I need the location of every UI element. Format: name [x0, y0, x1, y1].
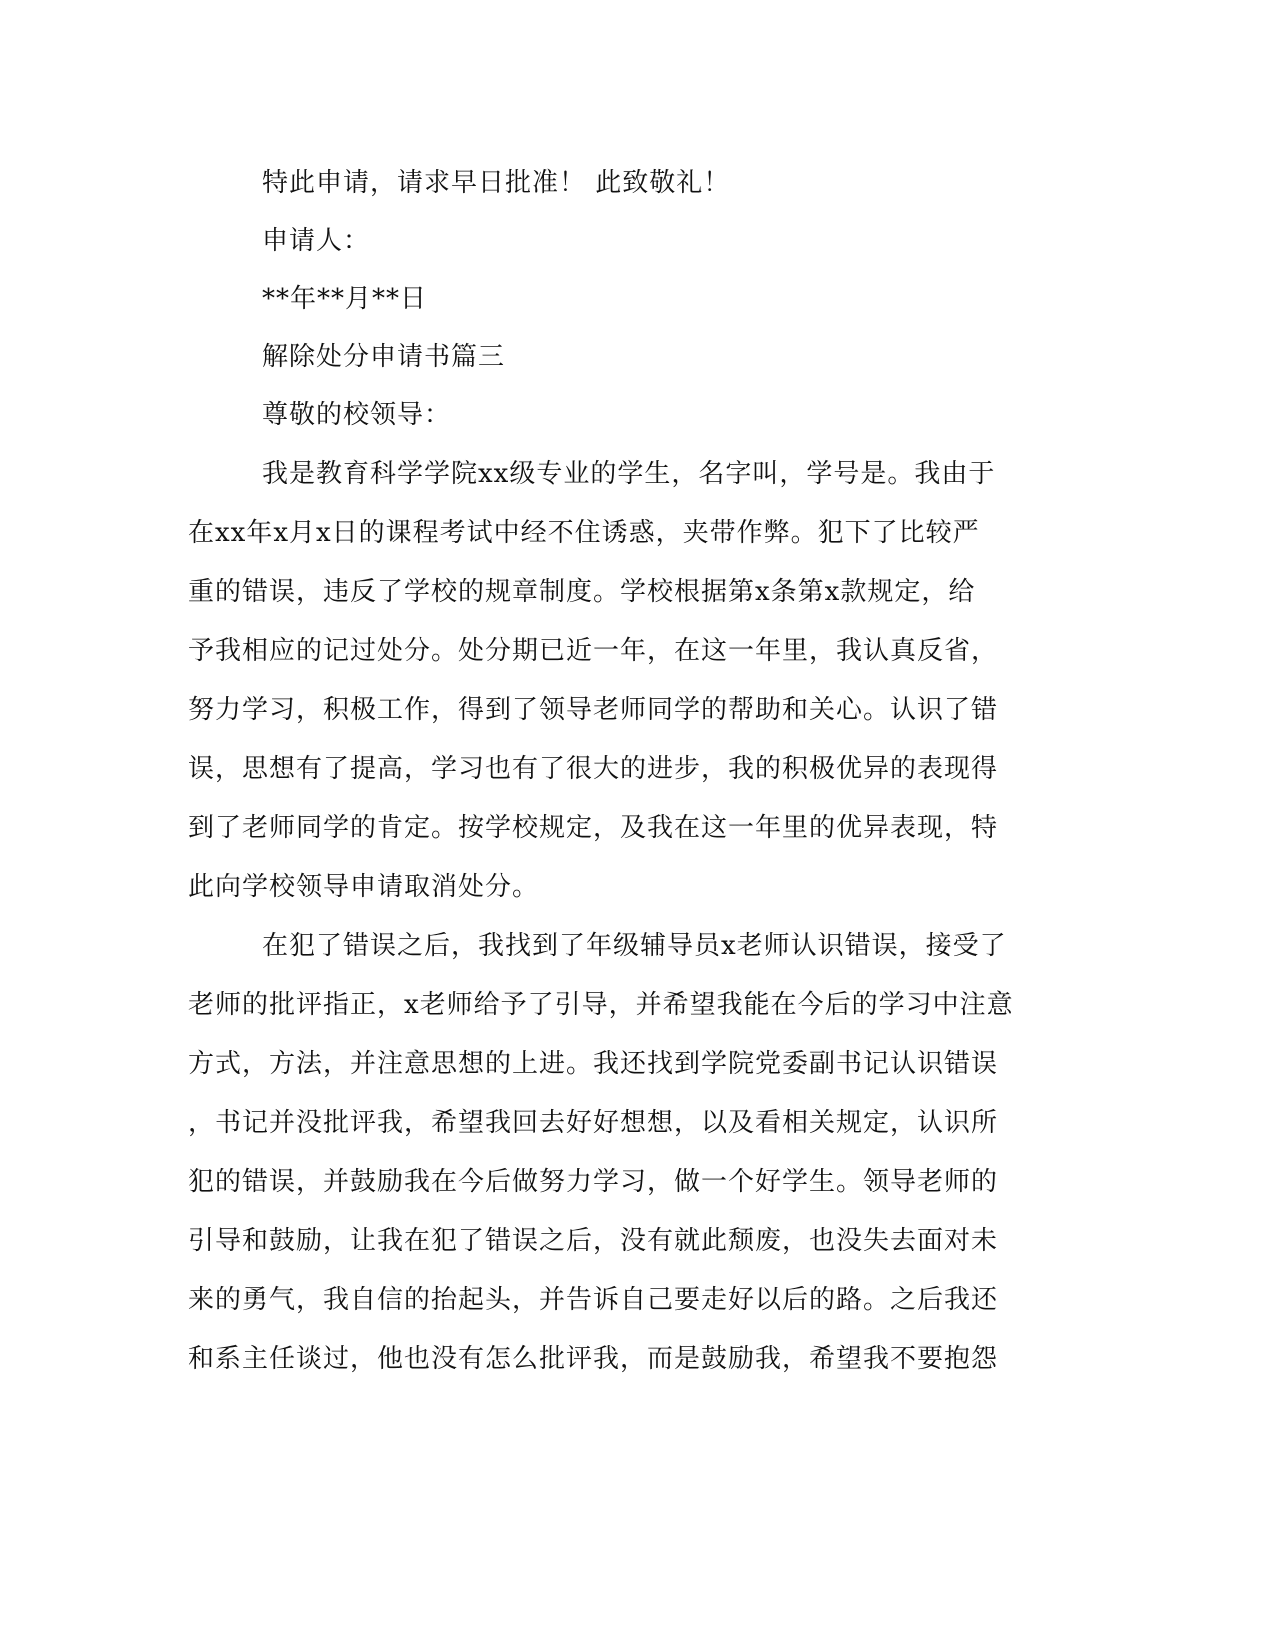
- text-line: 予我相应的记过处分。处分期已近一年，在这一年里，我认真反省，: [188, 636, 999, 666]
- text-line: 我是教育科学学院xx级专业的学生，名字叫，学号是。我由于: [262, 459, 996, 489]
- text-line: 解除处分申请书篇三: [262, 342, 506, 372]
- text-line: 在xx年x月x日的课程考试中经不住诱惑，夹带作弊。犯下了比较严: [188, 518, 980, 548]
- text-line: 申请人：: [262, 226, 371, 256]
- text-line: 在犯了错误之后，我找到了年级辅导员x老师认识错误，接受了: [262, 931, 1007, 961]
- text-line: 犯的错误，并鼓励我在今后做努力学习，做一个好学生。领导老师的: [188, 1167, 999, 1197]
- text-line: 方式，方法，并注意思想的上进。我还找到学院党委副书记认识错误: [188, 1049, 999, 1079]
- text-line: 引导和鼓励，让我在犯了错误之后，没有就此颓废，也没失去面对未: [188, 1226, 999, 1256]
- text-line: 重的错误，违反了学校的规章制度。学校根据第x条第x款规定，给: [188, 577, 976, 607]
- text-line: 特此申请，请求早日批准！ 此致敬礼！: [262, 168, 731, 198]
- text-line: 和系主任谈过，他也没有怎么批评我，而是鼓励我，希望我不要抱怨: [188, 1344, 999, 1374]
- text-line: 来的勇气，我自信的抬起头，并告诉自己要走好以后的路。之后我还: [188, 1285, 999, 1315]
- text-line: 尊敬的校领导：: [262, 400, 452, 430]
- text-line: 努力学习，积极工作，得到了领导老师同学的帮助和关心。认识了错: [188, 695, 999, 725]
- text-line: 到了老师同学的肯定。按学校规定，及我在这一年里的优异表现，特: [188, 813, 999, 843]
- text-line: **年**月**日: [262, 284, 428, 314]
- text-line: 老师的批评指正，x老师给予了引导，并希望我能在今后的学习中注意: [188, 990, 1014, 1020]
- text-line: 误，思想有了提高，学习也有了很大的进步，我的积极优异的表现得: [188, 754, 999, 784]
- text-line: 此向学校领导申请取消处分。: [188, 872, 540, 902]
- text-line: ，书记并没批评我，希望我回去好好想想，以及看相关规定，认识所: [188, 1108, 999, 1138]
